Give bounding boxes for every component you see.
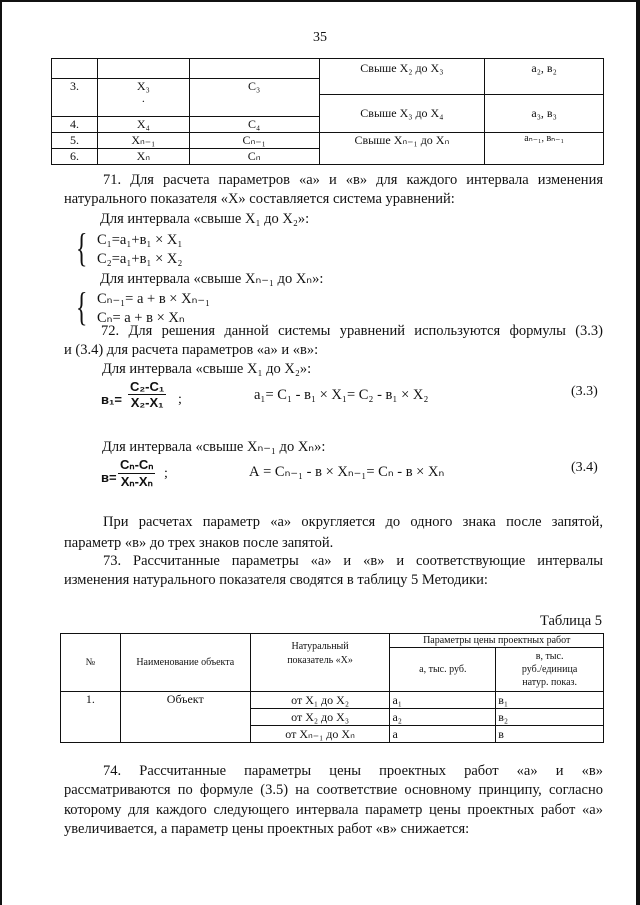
interval-label-3: Для интервала «свыше X₁ до X₂»: [102,361,312,377]
interval-label-2: Для интервала «свыше Xₙ₋₁ до Xₙ»: [100,271,324,287]
table-row [52,133,604,149]
paragraph-71-line2: натурального показателя «X» составляется система уравнений: [64,191,455,207]
cell-interval: от X₂ до X₃ [250,709,390,726]
x-cell: Xₙ₋₁ [97,133,189,149]
scan-edge-right [636,0,640,905]
left-brace: { [75,284,88,329]
equation-1: C₁=a₁+в₁ × X₁ [97,232,183,248]
row-number-cell: 5. [52,133,98,149]
formula-3-3-semicolon: ; [178,392,182,407]
cell-a: a₂ [390,709,496,726]
cell-a: а [390,726,496,743]
row-number-cell: 6. [52,149,98,165]
header-object-name: Наименование объекта [120,634,250,692]
header-indicator: Натуральный показатель «X» [250,634,390,692]
x-cell: Xₙ [97,149,189,165]
table-row [61,692,604,709]
formula-3-3-rhs: a₁= C₁ - в₁ × X₁= C₂ - в₁ × X₂ [254,387,429,403]
cell-b: в [496,726,604,743]
scan-edge-top [0,0,640,2]
formula-3-4-rhs: А = Cₙ₋₁ - в × Xₙ₋₁= Cₙ - в × Xₙ [249,464,445,480]
formula-3-3-fraction [128,379,166,410]
formula-3-3-denominator: X₂-X₁ [130,395,164,410]
header-params: Параметры цены проектных работ [390,634,604,648]
row-number-cell: 4. [52,117,98,133]
interval-label-1: Для интервала «свыше X₁ до X₂»: [100,211,310,227]
table-row [52,59,604,79]
c-cell: Cₙ₋₁ [189,133,319,149]
formula-3-4-number: (3.4) [571,460,598,475]
cell-interval: от Xₙ₋₁ до Xₙ [250,726,390,743]
formula-3-3-lhs: в₁= [101,392,122,407]
interval-label-4: Для интервала «свыше Xₙ₋₁ до Xₙ»: [102,439,326,455]
equation-2: C₂=a₁+в₁ × X₂ [97,251,183,267]
params-cell: aₙ₋₁, вₙ₋₁ [485,133,604,165]
table-5 [60,633,604,743]
x-cell: X₄ [97,117,189,133]
formula-3-4-semicolon: ; [164,466,168,481]
formula-3-3-numerator: C₂-C₁ [130,379,165,394]
formula-3-4-fraction [118,457,155,490]
scan-edge-left [0,0,2,905]
paragraph-71-line1: 71. Для расчета параметров «а» и «в» для каждого интервала изменения [103,172,603,188]
page-number: 35 [313,30,327,45]
cell-b: в₁ [496,692,604,709]
paragraph-72-line2: и (3.4) для расчета параметров «а» и «в»: [64,342,319,358]
formula-3-4-numerator: Cₙ-Cₙ [120,457,154,472]
table-5-caption: Таблица 5 [540,613,603,629]
rounding-line2: параметр «в» до трех знаков после запятой. [64,535,334,551]
paragraph-72-line1: 72. Для решения данной системы уравнений используются формулы (3.3) [101,323,603,339]
cell-object-name: Объект [120,692,250,743]
x-cell: X₃ · [97,79,189,117]
params-cell: a₃, в₃ [485,95,604,133]
interval-cell: Свыше Xₙ₋₁ до Xₙ [319,133,485,165]
paragraph-74-line2: рассматриваются по формуле (3.5) на соответствие основному принципу, согласно [64,782,603,798]
interval-cell: Свыше X₂ до X₃ [319,59,485,95]
paragraph-73-line2: изменения натурального показателя сводятся в таблицу 5 Методики: [64,572,488,588]
paragraph-74-line4: увеличивается, а параметр цены проектных работ «в» снижается: [64,821,470,837]
paragraph-74-line1: 74. Рассчитанные параметры цены проектных работ «а» и «в» [103,763,603,779]
cell-number: 1. [61,692,121,743]
cell-b: в₂ [496,709,604,726]
equation-3: Cₙ₋₁= а + в × Xₙ₋₁ [97,291,211,307]
header-number: № [61,634,121,692]
row-number-cell: 3. [52,79,98,117]
top-table [51,58,604,165]
header-param-b: в, тыс. руб./единица натур. показ. [496,648,604,692]
params-cell: a₂, в₂ [485,59,604,95]
dot-mark: · [141,94,146,108]
formula-3-3-number: (3.3) [571,384,598,399]
c-cell: C₄ [189,117,319,133]
formula-3-4-lhs: в= [101,470,117,485]
cell-interval: от X₁ до X₂ [250,692,390,709]
paragraph-73-line1: 73. Рассчитанные параметры «а» и «в» и соответствующие интервалы [103,553,603,569]
c-cell: C₃ [189,79,319,117]
c-cell: Cₙ [189,149,319,165]
formula-3-4-denominator: Xₙ-Xₙ [120,474,153,489]
header-param-a: а, тыс. руб. [390,648,496,692]
table-header-row [61,634,604,648]
equation-4: Cₙ= а + в × Xₙ [97,310,185,326]
cell-a: a₁ [390,692,496,709]
rounding-line1: При расчетах параметр «а» округляется до одного знака после запятой, [103,514,603,530]
left-brace: { [75,225,88,270]
interval-cell: Свыше X₃ до X₄ [319,95,485,133]
paragraph-74-line3: которому для каждого следующего интервала параметр цены проектных работ «а» [64,802,603,818]
